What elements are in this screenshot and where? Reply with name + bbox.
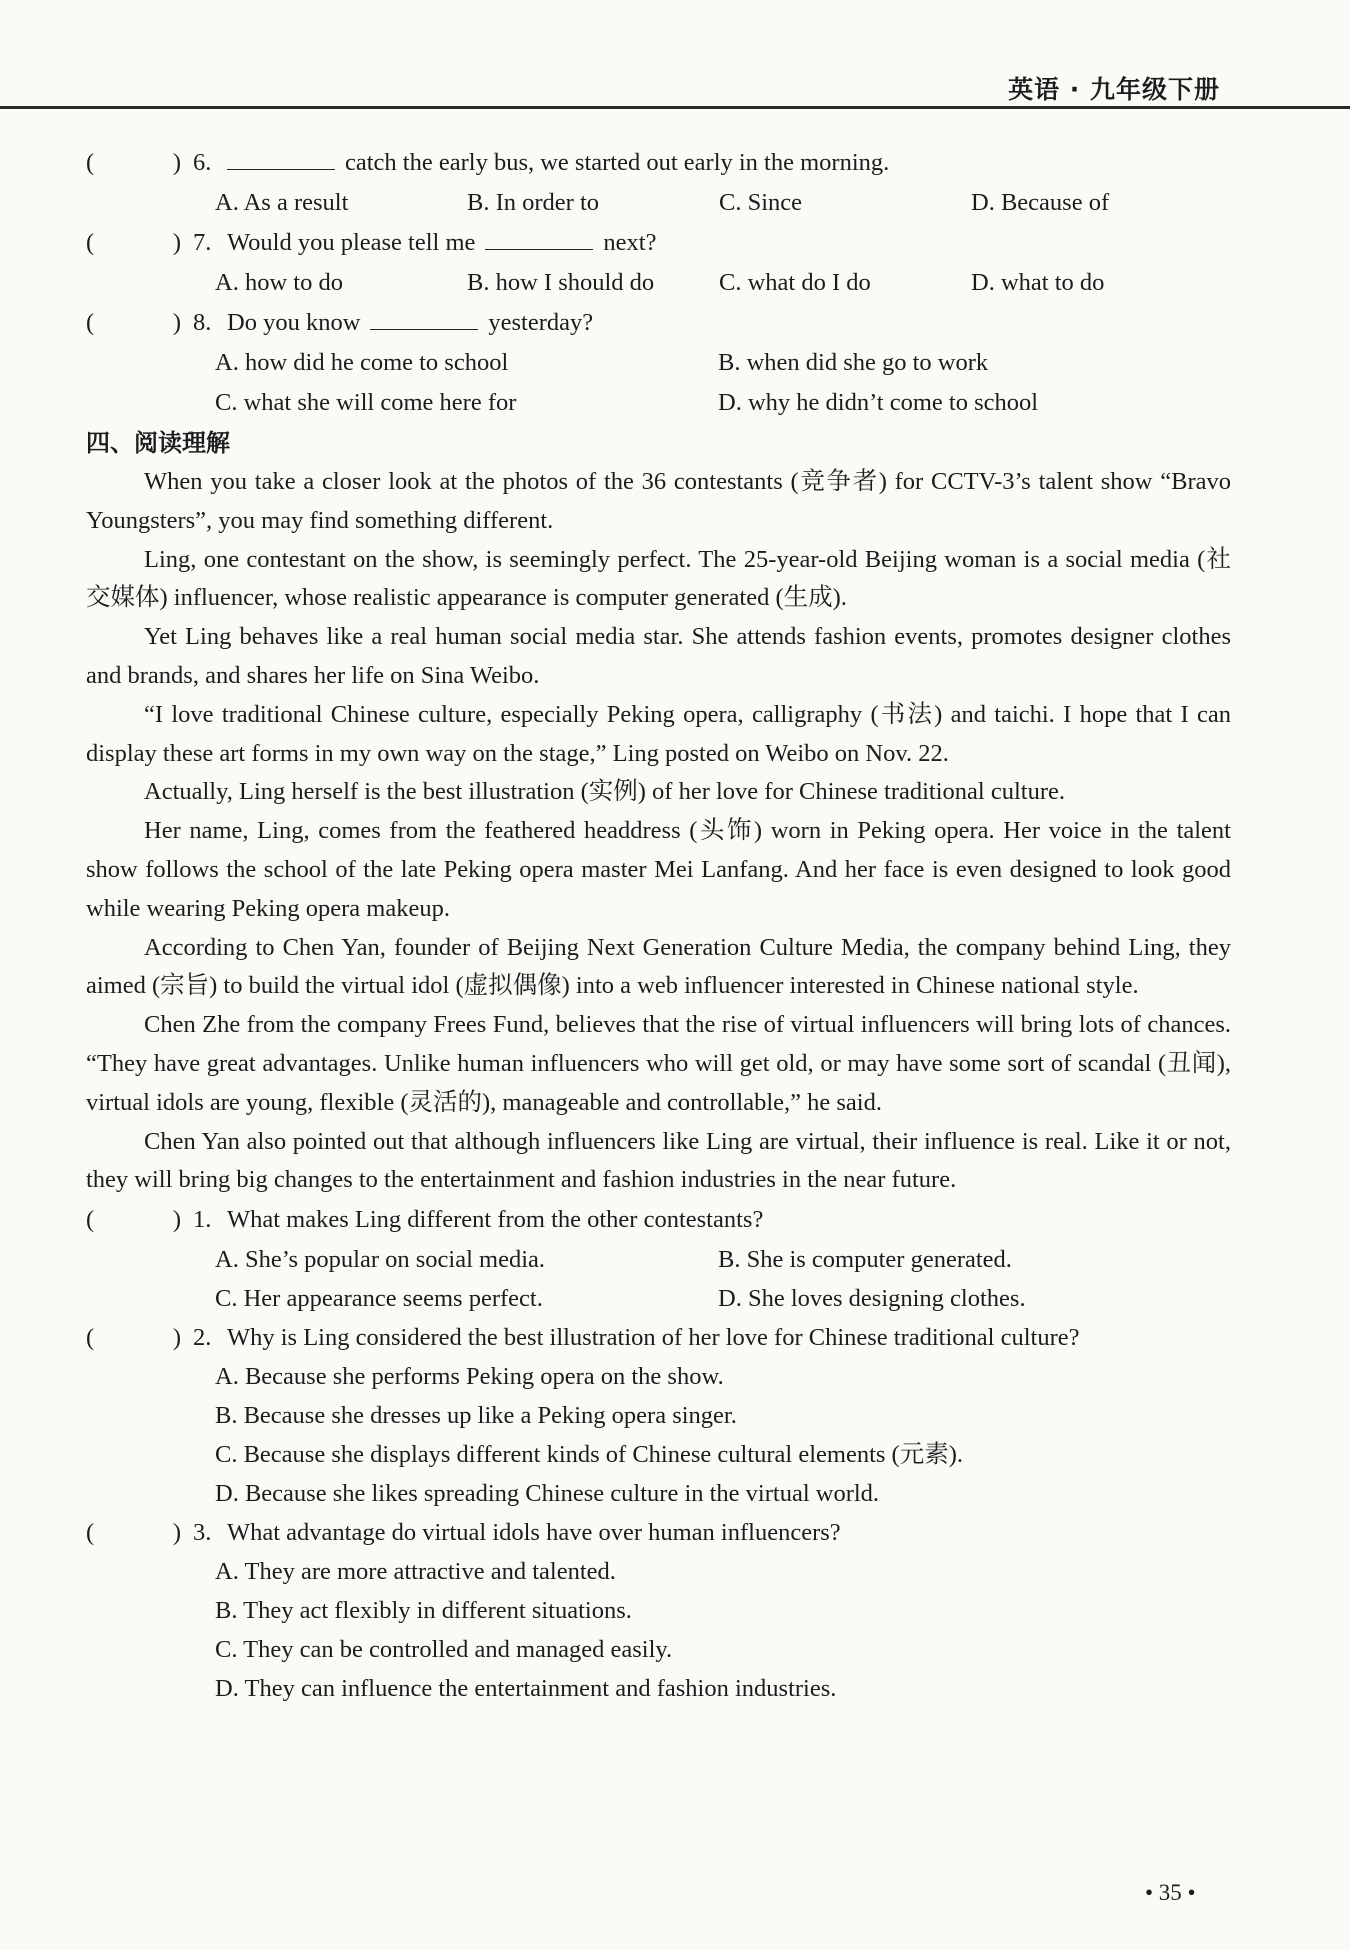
question-6: [86, 143, 1231, 183]
option-d: D. They can influence the entertainment and fashion industries.: [215, 1675, 837, 1703]
passage-paragraph: Actually, Ling herself is the best illustration (实例) of her love for Chinese traditional culture.: [144, 778, 1065, 806]
option-c: C. Because she displays different kinds of Chinese cultural elements (元素).: [215, 1441, 963, 1469]
answer-bracket[interactable]: ( ): [86, 309, 181, 336]
option-d: D. why he didn’t come to school: [718, 389, 1039, 416]
passage-paragraph: Ling, one contestant on the show, is seemingly perfect. The 25-year-old Beijing woman is a social media (社交媒体) influencer, whose realistic appearance is computer generated (生成).: [86, 545, 1231, 612]
answer-bracket[interactable]: ( ): [86, 1206, 181, 1234]
option-c: C. They can be controlled and managed easily.: [215, 1636, 673, 1664]
question-text: What makes Ling different from the other contestants?: [227, 1206, 764, 1234]
option-c: C. what she will come here for: [215, 389, 517, 416]
question-text: next?: [603, 229, 657, 256]
reading-question-2: [86, 1318, 1231, 1357]
reading-passage: [86, 463, 1231, 1200]
reading-question-1: [86, 1200, 1231, 1240]
reading-options-1-row1: [86, 1240, 1231, 1279]
reading-options-1-row2: [86, 1279, 1231, 1318]
passage-paragraph: Chen Zhe from the company Frees Fund, believes that the rise of virtual influencers will bring lots of chances. “They have great advantages. Unlike human influencers who will get old, or may have some sort of scandal (丑闻), virtual idols are young, flexible (灵活的), manageable and controllable,” he said.: [86, 1011, 1231, 1116]
question-text: Would you please tell me: [227, 229, 476, 256]
answer-bracket[interactable]: ( ): [86, 149, 181, 176]
question-number: 6.: [193, 149, 212, 176]
option-b: B. how I should do: [467, 269, 655, 296]
answer-bracket[interactable]: ( ): [86, 1519, 181, 1547]
passage-paragraph: When you take a closer look at the photos of the 36 contestants (竞争者) for CCTV-3’s talent show “Bravo Youngsters”, you may find something different.: [86, 468, 1231, 534]
question-text: Why is Ling considered the best illustration of her love for Chinese traditional culture?: [227, 1324, 1080, 1352]
header-title: 英语 · 九年级下册: [1008, 75, 1220, 104]
option-b: B. In order to: [467, 189, 599, 216]
question-number: 7.: [193, 229, 212, 256]
options-8-row2: [86, 383, 1231, 423]
passage-paragraph: “I love traditional Chinese culture, especially Peking opera, calligraphy (书法) and taichi. I hope that I can display these art forms in my own way on the stage,” Ling posted on Weibo on Nov. 22.: [86, 700, 1231, 767]
header-rule: [0, 106, 1350, 109]
section-title: 四、阅读理解: [86, 429, 230, 457]
option-a: A. They are more attractive and talented.: [215, 1558, 616, 1586]
passage-paragraph: Chen Yan also pointed out that although influencers like Ling are virtual, their influence is real. Like it or not, they will bring big changes to the entertainment and fashion industries in the near future.: [86, 1127, 1231, 1194]
question-7: [86, 223, 1231, 263]
question-number: 1.: [193, 1206, 212, 1234]
answer-blank: [485, 223, 593, 250]
option-a: A. As a result: [215, 189, 349, 216]
question-number: 8.: [193, 309, 212, 336]
option-b: B. They act flexibly in different situations.: [215, 1597, 632, 1625]
option-b: B. She is computer generated.: [718, 1246, 1012, 1274]
option-a: A. She’s popular on social media.: [215, 1246, 546, 1274]
options-6: [86, 183, 1231, 223]
option-a: A. how did he come to school: [215, 349, 509, 376]
answer-bracket[interactable]: ( ): [86, 1324, 181, 1352]
question-text: What advantage do virtual idols have over human influencers?: [227, 1519, 841, 1547]
question-text: yesterday?: [488, 309, 594, 336]
option-c: C. what do I do: [719, 269, 871, 296]
question-text: catch the early bus, we started out early in the morning.: [345, 149, 890, 176]
options-8-row1: [86, 343, 1231, 383]
page-number: • 35 •: [1145, 1880, 1196, 1905]
option-b: B. when did she go to work: [718, 349, 989, 376]
option-c: C. Her appearance seems perfect.: [215, 1285, 543, 1313]
option-c: C. Since: [719, 189, 803, 216]
option-d: D. Because she likes spreading Chinese culture in the virtual world.: [215, 1480, 880, 1508]
option-d: D. She loves designing clothes.: [718, 1285, 1026, 1313]
option-d: D. Because of: [971, 189, 1110, 216]
option-b: B. Because she dresses up like a Peking opera singer.: [215, 1402, 737, 1430]
passage-paragraph: According to Chen Yan, founder of Beijing Next Generation Culture Media, the company behind Ling, they aimed (宗旨) to build the virtual idol (虚拟偶像) into a web influencer interested in Chinese national style.: [86, 933, 1231, 1000]
option-a: A. Because she performs Peking opera on the show.: [215, 1363, 724, 1391]
question-text: Do you know: [227, 309, 361, 336]
reading-question-3: [86, 1513, 1231, 1552]
option-d: D. what to do: [971, 269, 1105, 296]
options-7: [86, 263, 1231, 303]
option-a: A. how to do: [215, 269, 343, 296]
page-content: [86, 143, 1231, 1708]
passage-paragraph: Her name, Ling, comes from the feathered headdress (头饰) worn in Peking opera. Her voice in the talent show follows the school of the late Peking opera master Mei Lanfang. And her face is even designed to look good while wearing Peking opera makeup.: [86, 817, 1231, 922]
question-number: 2.: [193, 1324, 212, 1352]
question-8: [86, 303, 1231, 343]
passage-paragraph: Yet Ling behaves like a real human social media star. She attends fashion events, promotes designer clothes and brands, and shares her life on Sina Weibo.: [86, 623, 1231, 689]
question-number: 3.: [193, 1519, 212, 1547]
answer-blank: [227, 143, 335, 170]
answer-bracket[interactable]: ( ): [86, 229, 181, 256]
answer-blank: [370, 303, 478, 330]
